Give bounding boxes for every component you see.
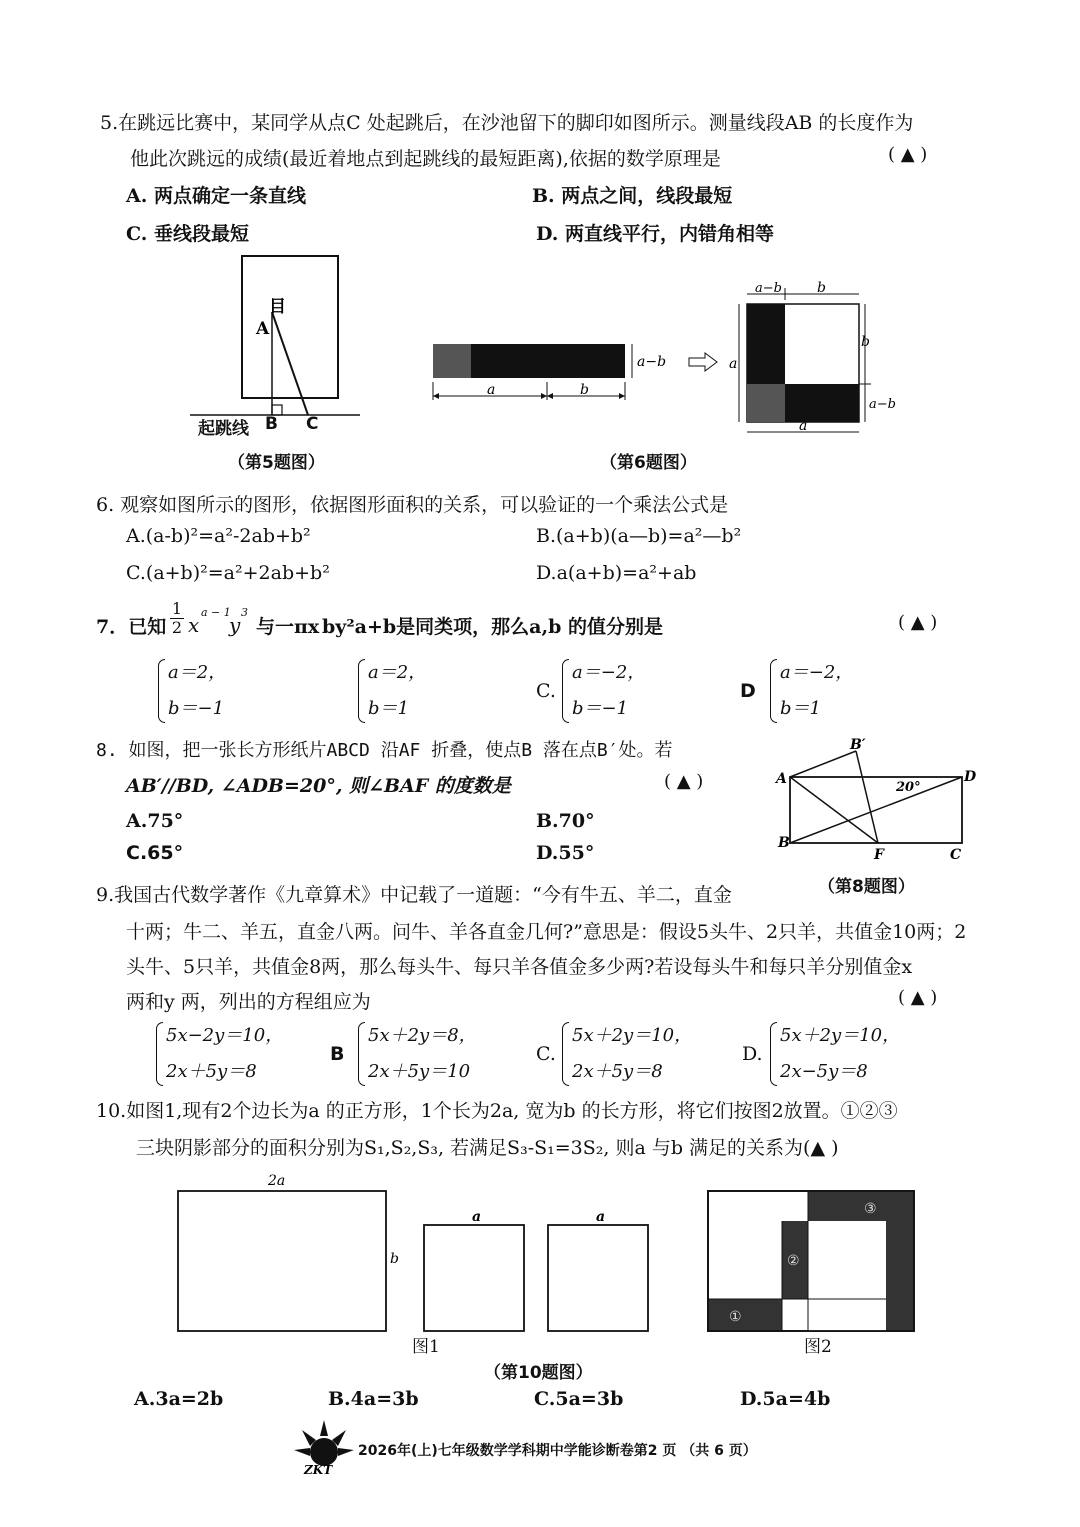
q7-option-b-eq2: b＝1 bbox=[368, 698, 409, 719]
q10-option-c: C.5a=3b bbox=[534, 1388, 624, 1410]
fig6-caption: （第6题图） bbox=[600, 453, 697, 473]
q6-option-b: B.(a+b)(a—b)=a²—b² bbox=[536, 525, 742, 547]
q9-option-a-eq2: 2x＋5y＝8 bbox=[166, 1061, 257, 1082]
fig6-label-a-bottom: a bbox=[487, 382, 496, 398]
fig8-diagram bbox=[770, 735, 980, 865]
fig8-label-c: C bbox=[950, 847, 962, 863]
q7-exp-y: 3 bbox=[241, 606, 248, 619]
fig6-label-amb-right: a−b bbox=[869, 397, 896, 412]
q9-line3: 头牛、5只羊，共值金8两，那么每头牛、每只羊各值金多少两?若设每头牛和每只羊分别值金x bbox=[126, 956, 913, 978]
q9-line2: 十两；牛二、羊五，直金八两。问牛、羊各直金几何?”意思是：假设5头牛、2只羊，共值金10两；2 bbox=[126, 921, 967, 943]
q9-option-a-eq1: 5x−2y＝10， bbox=[166, 1025, 284, 1046]
fig8-angle: 20° bbox=[896, 780, 921, 795]
fig6-label-b-bottom: b bbox=[580, 382, 589, 398]
fig8-label-b: B bbox=[778, 835, 790, 851]
fig5-label-a: A bbox=[256, 319, 270, 339]
q6-option-c: C.(a+b)²=a²+2ab+b² bbox=[126, 562, 330, 584]
q9-option-d-eq1: 5x＋2y＝10， bbox=[780, 1025, 901, 1046]
q7-term-x: x bbox=[188, 613, 200, 637]
fig6-label-b-top: b bbox=[817, 280, 826, 296]
q7-term-y: y bbox=[229, 613, 241, 637]
fig10-label-a1: a bbox=[472, 1209, 482, 1225]
q7-fraction bbox=[170, 600, 184, 637]
fig6-label-a-bottom2: a bbox=[799, 418, 808, 434]
fig8-caption: （第8题图） bbox=[818, 877, 915, 897]
q9-option-c-eq1: 5x＋2y＝10， bbox=[572, 1025, 693, 1046]
q7-option-c-eq1: a＝−2， bbox=[572, 662, 646, 683]
fig10-label-2a: 2a bbox=[268, 1173, 286, 1189]
q9-option-b-eq2: 2x＋5y＝10 bbox=[368, 1061, 471, 1082]
fig5-label-c: C bbox=[306, 414, 319, 434]
fig5-line-label: 起跳线 bbox=[198, 419, 249, 439]
q7-option-d-eq1: a＝−2， bbox=[780, 662, 854, 683]
q6-option-a: A.(a-b)²=a²-2ab+b² bbox=[126, 525, 311, 547]
fig6-label-amb-top: a−b bbox=[755, 281, 782, 296]
q7-answer-bracket: ( ▲ ) bbox=[898, 612, 938, 633]
q7-option-c-label: C. bbox=[536, 680, 556, 702]
fig5-diagram bbox=[190, 250, 380, 440]
q7-rest: 与一πx bbox=[256, 616, 320, 638]
fig5-caption: （第5题图） bbox=[228, 453, 325, 473]
q9-option-c-eq2: 2x＋5y＝8 bbox=[572, 1061, 663, 1082]
q10-option-b: B.4a=3b bbox=[328, 1388, 419, 1410]
footer-page-info: 2026年(上)七年级数学学科期中学能诊断卷第2 页 （共 6 页） bbox=[358, 1443, 757, 1459]
fig6-label-b-right: b bbox=[861, 334, 870, 350]
q8-answer-bracket: ( ▲ ) bbox=[664, 771, 704, 792]
q7-frac-den: 2 bbox=[171, 618, 183, 637]
footer-logo-text: ZKT bbox=[304, 1463, 333, 1477]
q7-option-d-eq2: b＝1 bbox=[780, 698, 821, 719]
fig8-label-a: A bbox=[776, 771, 787, 787]
q10-line1: 10.如图1,现有2个边长为a 的正方形，1个长为2a, 宽为b 的长方形，将它们按图2放置。①②③ bbox=[96, 1100, 898, 1122]
q8-option-d: D.55° bbox=[536, 842, 595, 864]
q5-line1: 5.在跳远比赛中，某同学从点C 处起跳后，在沙池留下的脚印如图所示。测量线段AB 的长度作为 bbox=[100, 112, 914, 134]
q7-option-d-label: D bbox=[740, 680, 756, 702]
q7-option-b-eq1: a＝2， bbox=[368, 662, 427, 683]
q9-option-b-eq1: 5x＋2y＝8， bbox=[368, 1025, 477, 1046]
q7-option-a-eq2: b＝−1 bbox=[168, 698, 225, 719]
footer-logo bbox=[292, 1418, 356, 1478]
fig10-region-3: ③ bbox=[864, 1201, 877, 1217]
q9-option-c-label: C. bbox=[536, 1043, 556, 1065]
fig8-label-bp: B′ bbox=[850, 737, 866, 753]
q9-option-b-system bbox=[358, 1018, 477, 1090]
fig10-fig1-label: 图1 bbox=[412, 1337, 440, 1357]
q10-option-a: A.3a=2b bbox=[134, 1388, 224, 1410]
q8-line2: AB′//BD, ∠ADB=20°, 则∠BAF 的度数是 bbox=[126, 775, 511, 797]
q5-option-a: A. 两点确定一条直线 bbox=[126, 185, 306, 207]
fig6-label-amb-strip: a−b bbox=[637, 354, 667, 370]
q9-line1: 9.我国古代数学著作《九章算术》中记载了一道题：“今有牛五、羊二，直金 bbox=[96, 884, 732, 906]
fig10-region-1: ① bbox=[729, 1309, 742, 1325]
q7-option-a-eq1: a＝2， bbox=[168, 662, 227, 683]
q5-answer-bracket: ( ▲ ) bbox=[888, 144, 928, 165]
q7-option-b-system bbox=[358, 655, 426, 727]
fig6-label-a-left: a bbox=[729, 356, 738, 372]
q9-answer-bracket: ( ▲ ) bbox=[898, 987, 938, 1008]
q9-option-b-label: B bbox=[330, 1043, 345, 1065]
q5-option-d: D. 两直线平行，内错角相等 bbox=[536, 223, 775, 245]
q8-line1: 8. 如图，把一张长方形纸片ABCD 沿AF 折叠，使点B 落在点B′处。若 bbox=[96, 740, 673, 761]
q9-line4: 两和y 两，列出的方程组应为 bbox=[126, 991, 371, 1013]
q9-option-d-system bbox=[770, 1018, 900, 1090]
q10-option-d: D.5a=4b bbox=[740, 1388, 831, 1410]
q7-option-a-system bbox=[158, 655, 226, 727]
fig6-diagram bbox=[425, 278, 905, 443]
q9-option-d-eq2: 2x−5y＝8 bbox=[780, 1061, 868, 1082]
fig10-caption: （第10题图） bbox=[484, 1363, 593, 1383]
fig10-region-2: ② bbox=[787, 1253, 800, 1269]
q6-line1: 6. 观察如图所示的图形，依据图形面积的关系，可以验证的一个乘法公式是 bbox=[96, 494, 729, 516]
fig10-label-a2: a bbox=[596, 1209, 606, 1225]
fig10-label-b: b bbox=[390, 1251, 399, 1267]
fig10-fig2-label: 图2 bbox=[804, 1337, 832, 1357]
q8-option-a: A.75° bbox=[126, 810, 184, 832]
fig8-label-d: D bbox=[964, 769, 977, 785]
q9-option-c-system bbox=[562, 1018, 692, 1090]
q8-option-c: C.65° bbox=[126, 842, 184, 864]
q7-option-d-system bbox=[770, 655, 853, 727]
q5-option-c: C. 垂线段最短 bbox=[126, 223, 250, 245]
q5-option-b: B. 两点之间，线段最短 bbox=[532, 185, 733, 207]
fig5-label-b: B bbox=[265, 414, 278, 434]
fig8-label-f: F bbox=[874, 847, 884, 863]
q6-option-d: D.a(a+b)=a²+ab bbox=[536, 562, 697, 584]
q9-option-a-system bbox=[156, 1018, 283, 1090]
q7-rest2: by²a+b是同类项，那么a,b 的值分别是 bbox=[322, 616, 663, 638]
q7-prefix: 7．已知 bbox=[96, 616, 167, 638]
q7-option-c-eq2: b＝−1 bbox=[572, 698, 629, 719]
q5-line2: 他此次跳远的成绩(最近着地点到起跳线的最短距离),依据的数学原理是 bbox=[130, 148, 721, 170]
q10-line2: 三块阴影部分的面积分别为S₁,S₂,S₃, 若满足S₃-S₁=3S₂, 则a 与b 满足的关系为(▲ ) bbox=[136, 1137, 839, 1159]
fig5-mark: 目 bbox=[269, 297, 286, 317]
q7-frac-num: 1 bbox=[171, 599, 183, 618]
q7-option-c-system bbox=[562, 655, 645, 727]
q8-option-b: B.70° bbox=[536, 810, 595, 832]
fig10-diagram bbox=[160, 1165, 930, 1355]
q7-exp-x: a − 1 bbox=[201, 606, 231, 619]
q9-option-d-label: D. bbox=[742, 1043, 763, 1065]
